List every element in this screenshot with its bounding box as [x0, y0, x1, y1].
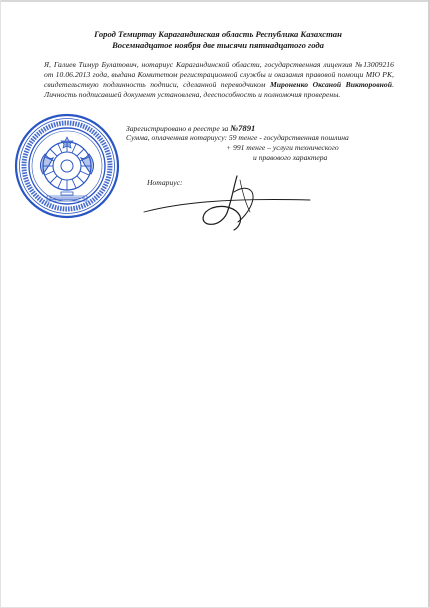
- fee-line-1: Сумма, оплаченная нотариусу: 59 тенге - государственная пошлина: [126, 133, 349, 142]
- heading-date: Восемнадцатое ноября две тысячи пятнадцатого года: [112, 40, 324, 50]
- notary-signature-icon: [142, 172, 312, 234]
- page-edge-top: [0, 0, 430, 2]
- translator-name: Мироненко Оксаной Викторовной: [269, 79, 393, 89]
- page-edge-left: [0, 0, 1, 608]
- notary-seal-icon: [13, 112, 121, 220]
- registry-number: №7891: [230, 123, 256, 133]
- heading-city: Город Темиртау Карагандинская область Республика Казахстан: [94, 29, 342, 39]
- notary-certification-text: [44, 60, 394, 100]
- notary-label: Нотариус:: [147, 178, 183, 187]
- fee-line-3: и правового характера: [253, 153, 328, 162]
- fee-line-2: + 991 тенге – услуги технического: [226, 143, 339, 152]
- registry-label: Зарегистрировано в реестре за: [126, 124, 229, 133]
- certification-text-part1: Я, Галиев Тимур Булатович, нотариус Карагандинской области, государственная лицензия №13009216 от 10.06.2013 года, выдана Комитетом регистрационной службы и оказания правовой помощи МЮ РК, свидетельствую подлинность подписи, сделанной переводчиком: [44, 60, 394, 89]
- certification-text-part2: . Личность подписавшей документ установлена, дееспособность и полномочия проверены.: [44, 79, 395, 99]
